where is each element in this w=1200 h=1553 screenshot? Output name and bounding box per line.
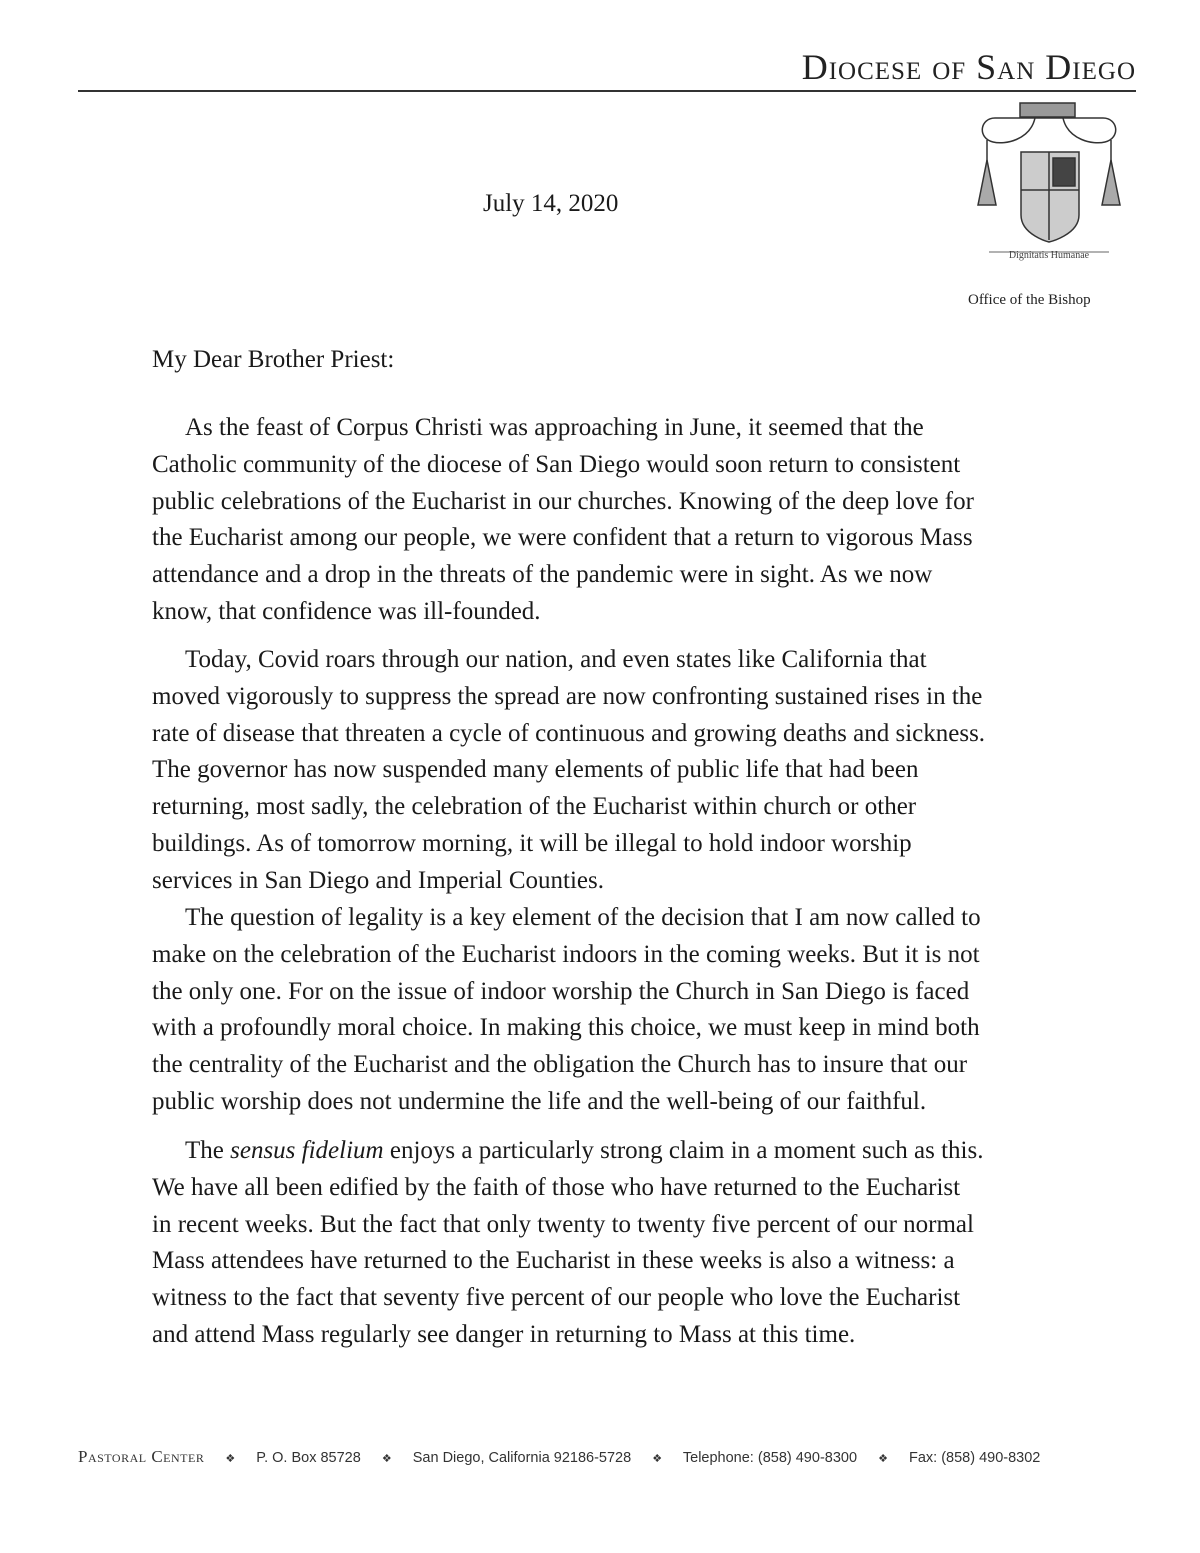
text-line: The governor has now suspended many elements of public life that had been <box>152 756 919 784</box>
text-line: The question of legality is a key element of the decision that I am now called to <box>185 904 981 931</box>
text-line: Mass attendees have returned to the Eucharist in these weeks is also a witness: a <box>152 1247 955 1275</box>
diamond-separator-icon: ❖ <box>381 1453 392 1465</box>
text-line: with a profoundly moral choice. In making this choice, we must keep in mind both <box>152 1014 980 1042</box>
text-line: know, that confidence was ill-founded. <box>152 597 541 625</box>
text-line: moved vigorously to suppress the spread are now confronting sustained rises in the <box>152 682 983 710</box>
text-line: public worship does not undermine the life and the well-being of our faithful. <box>152 1087 927 1115</box>
office-of-bishop: Office of the Bishop <box>968 292 1091 308</box>
diamond-separator-icon: ❖ <box>652 1453 663 1465</box>
text-line: witness to the fact that seventy five percent of our people who love the Eucharist <box>152 1284 961 1312</box>
coat-of-arms-seal <box>975 100 1123 280</box>
text-line: Catholic community of the diocese of San Diego would soon return to consistent <box>152 450 961 478</box>
latin-term: sensus fidelium <box>230 1137 384 1164</box>
salutation: My Dear Brother Priest: <box>152 346 395 373</box>
footer-name: Pastoral Center <box>78 1447 205 1466</box>
seal-motto: Dignitatis Humanae <box>1008 250 1090 261</box>
paragraph-1 <box>152 410 1092 631</box>
text-line: the Eucharist among our people, we were confident that a return to vigorous Mass <box>152 524 973 552</box>
paragraph-4 <box>152 1133 1092 1354</box>
text-line: As the feast of Corpus Christi was approaching in June, it seemed that the <box>185 414 924 441</box>
text-line: the only one. For on the issue of indoor worship the Church in San Diego is faced <box>152 977 970 1005</box>
paragraph-2 <box>152 642 1092 900</box>
footer-po-box: P. O. Box 85728 <box>256 1450 361 1466</box>
text-line: We have all been edified by the faith of those who have returned to the Eucharist <box>152 1173 961 1201</box>
text-line: in recent weeks. But the fact that only twenty to twenty five percent of our normal <box>152 1210 974 1238</box>
footer-telephone: Telephone: (858) 490-8300 <box>682 1450 858 1466</box>
text-span: The <box>185 1137 231 1164</box>
text-line: returning, most sadly, the celebration of the Eucharist within church or other <box>152 793 917 821</box>
header-rule <box>78 90 1136 92</box>
letter-date: July 14, 2020 <box>483 190 619 217</box>
text-line: rate of disease that threaten a cycle of continuous and growing deaths and sickness. <box>152 719 986 747</box>
text-line: public celebrations of the Eucharist in our churches. Knowing of the deep love for <box>152 487 974 515</box>
text-line: the centrality of the Eucharist and the obligation the Church has to insure that our <box>152 1051 968 1079</box>
diamond-separator-icon: ❖ <box>225 1453 236 1465</box>
footer-city: San Diego, California 92186-5728 <box>412 1450 632 1466</box>
organization-name: Diocese of San Diego <box>801 47 1136 87</box>
footer-address <box>78 1447 1040 1467</box>
text-line <box>152 1133 1092 1170</box>
text-line: and attend Mass regularly see danger in returning to Mass at this time. <box>152 1320 856 1348</box>
text-line: Today, Covid roars through our nation, and even states like California that <box>185 646 927 673</box>
text-line: buildings. As of tomorrow morning, it will be illegal to hold indoor worship <box>152 829 912 857</box>
text-line: make on the celebration of the Eucharist indoors in the coming weeks. But it is not <box>152 940 980 968</box>
diamond-separator-icon: ❖ <box>878 1453 888 1465</box>
text-span: enjoys a particularly strong claim in a moment such as this. <box>383 1137 984 1164</box>
paragraph-3 <box>152 900 1092 1121</box>
text-line: services in San Diego and Imperial Counties. <box>152 866 604 894</box>
footer-fax: Fax: (858) 490-8302 <box>908 1450 1041 1466</box>
text-line: attendance and a drop in the threats of the pandemic were in sight. As we now <box>152 561 933 589</box>
